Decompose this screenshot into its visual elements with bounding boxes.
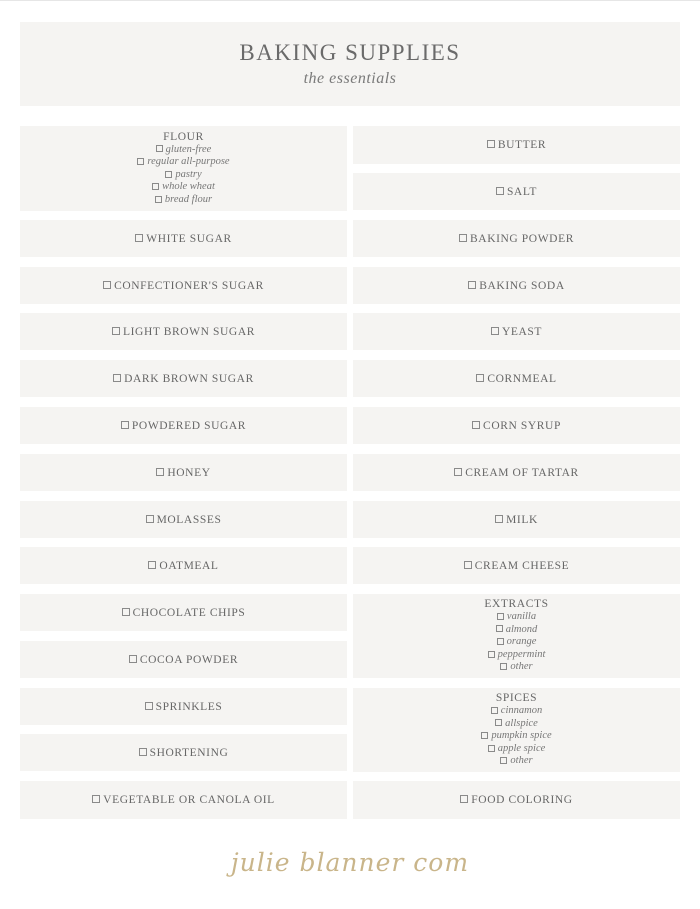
- supply-item[interactable]: BAKING SODA: [468, 280, 565, 292]
- checkbox-icon[interactable]: [135, 234, 143, 242]
- supply-item[interactable]: VEGETABLE OR CANOLA OIL: [92, 794, 275, 806]
- checkbox-icon[interactable]: [129, 655, 137, 663]
- supply-item[interactable]: CREAM OF TARTAR: [454, 467, 579, 479]
- spice-option[interactable]: apple spice: [488, 743, 546, 756]
- checkbox-icon[interactable]: [156, 145, 163, 152]
- supply-cell: [20, 501, 347, 538]
- supply-item[interactable]: CONFECTIONER'S SUGAR: [103, 280, 264, 292]
- flour-option[interactable]: pastry: [165, 169, 201, 182]
- supply-item[interactable]: COCOA POWDER: [129, 654, 238, 666]
- checkbox-icon[interactable]: [152, 183, 159, 190]
- supply-item[interactable]: MOLASSES: [146, 514, 222, 526]
- spices-heading: SPICES: [495, 692, 538, 705]
- checkbox-icon[interactable]: [148, 561, 156, 569]
- checkbox-icon[interactable]: [491, 707, 498, 714]
- supply-cell: [20, 688, 347, 725]
- checkbox-icon[interactable]: [464, 561, 472, 569]
- checkbox-icon[interactable]: [496, 625, 503, 632]
- flour-option[interactable]: gluten-free: [156, 144, 212, 157]
- checkbox-icon[interactable]: [146, 515, 154, 523]
- supply-cell: [353, 267, 680, 304]
- supply-item[interactable]: CORNMEAL: [476, 373, 556, 385]
- supply-cell: [20, 454, 347, 491]
- checkbox-icon[interactable]: [481, 732, 488, 739]
- checkbox-icon[interactable]: [137, 158, 144, 165]
- supply-cell: [353, 173, 680, 210]
- checkbox-icon[interactable]: [103, 281, 111, 289]
- checkbox-icon[interactable]: [495, 515, 503, 523]
- supply-item[interactable]: HONEY: [156, 467, 210, 479]
- spice-option[interactable]: cinnamon: [491, 705, 542, 718]
- footer-signature: [200, 838, 500, 898]
- supply-item[interactable]: OATMEAL: [148, 560, 218, 572]
- supply-cell: [353, 454, 680, 491]
- supply-item[interactable]: BAKING POWDER: [459, 233, 574, 245]
- supply-cell: [20, 267, 347, 304]
- checkbox-icon[interactable]: [460, 795, 468, 803]
- checkbox-icon[interactable]: [92, 795, 100, 803]
- extracts-cell: [353, 594, 680, 678]
- supply-cell: [20, 313, 347, 350]
- checkbox-icon[interactable]: [139, 748, 147, 756]
- extract-option[interactable]: almond: [496, 624, 538, 637]
- supply-cell: [20, 641, 347, 678]
- supply-item[interactable]: LIGHT BROWN SUGAR: [112, 326, 255, 338]
- flour-option[interactable]: bread flour: [155, 194, 212, 207]
- page-subtitle: the essentials: [303, 70, 397, 87]
- supply-item[interactable]: FOOD COLORING: [460, 794, 572, 806]
- checkbox-icon[interactable]: [476, 374, 484, 382]
- checkbox-icon[interactable]: [112, 327, 120, 335]
- supply-cell: [353, 126, 680, 164]
- spice-option[interactable]: other: [500, 755, 532, 768]
- supply-item[interactable]: CORN SYRUP: [472, 420, 561, 432]
- supply-item[interactable]: SALT: [496, 186, 537, 198]
- checkbox-icon[interactable]: [487, 140, 495, 148]
- supply-item[interactable]: YEAST: [491, 326, 542, 338]
- supply-cell: [20, 547, 347, 584]
- supply-item[interactable]: CREAM CHEESE: [464, 560, 569, 572]
- checkbox-icon[interactable]: [488, 745, 495, 752]
- checkbox-icon[interactable]: [113, 374, 121, 382]
- checkbox-icon[interactable]: [491, 327, 499, 335]
- checkbox-icon[interactable]: [468, 281, 476, 289]
- supply-cell: [353, 407, 680, 444]
- signature-logo: julie blanner com: [230, 848, 470, 877]
- checkbox-icon[interactable]: [121, 421, 129, 429]
- supply-item[interactable]: WHITE SUGAR: [135, 233, 232, 245]
- supply-cell: [353, 360, 680, 397]
- flour-option[interactable]: regular all-purpose: [137, 156, 229, 169]
- checkbox-icon[interactable]: [459, 234, 467, 242]
- supply-cell: [353, 501, 680, 538]
- flour-cell: [20, 126, 347, 211]
- checkbox-icon[interactable]: [145, 702, 153, 710]
- spices-cell: [353, 688, 680, 772]
- checkbox-icon[interactable]: [497, 613, 504, 620]
- supply-item[interactable]: POWDERED SUGAR: [121, 420, 246, 432]
- supply-cell: [353, 781, 680, 819]
- extracts-heading: EXTRACTS: [484, 598, 549, 611]
- checkbox-icon[interactable]: [500, 757, 507, 764]
- header-banner: [20, 22, 680, 106]
- supply-cell: [20, 594, 347, 631]
- checkbox-icon[interactable]: [122, 608, 130, 616]
- checkbox-icon[interactable]: [454, 468, 462, 476]
- supply-item[interactable]: SHORTENING: [139, 747, 229, 759]
- supply-cell: [20, 407, 347, 444]
- checkbox-icon[interactable]: [156, 468, 164, 476]
- checkbox-icon[interactable]: [496, 187, 504, 195]
- supply-cell: [20, 360, 347, 397]
- flour-heading: FLOUR: [163, 130, 204, 143]
- extract-option[interactable]: orange: [497, 636, 537, 649]
- flour-option[interactable]: whole wheat: [152, 181, 215, 194]
- supply-cell: [20, 781, 347, 819]
- supply-item[interactable]: CHOCOLATE CHIPS: [122, 607, 246, 619]
- supply-item[interactable]: BUTTER: [487, 139, 546, 151]
- spice-option[interactable]: allspice: [495, 718, 538, 731]
- spice-option[interactable]: pumpkin spice: [481, 730, 551, 743]
- extract-option[interactable]: peppermint: [488, 649, 546, 662]
- supply-item[interactable]: DARK BROWN SUGAR: [113, 373, 254, 385]
- extract-option[interactable]: other: [500, 661, 532, 674]
- checkbox-icon[interactable]: [500, 663, 507, 670]
- extract-option[interactable]: vanilla: [497, 611, 536, 624]
- checkbox-icon[interactable]: [155, 196, 162, 203]
- checkbox-icon[interactable]: [472, 421, 480, 429]
- supply-item[interactable]: MILK: [495, 514, 538, 526]
- checkbox-icon[interactable]: [165, 171, 172, 178]
- supply-cell: [20, 220, 347, 257]
- checkbox-icon[interactable]: [488, 651, 495, 658]
- supply-cell: [353, 547, 680, 584]
- checkbox-icon[interactable]: [497, 638, 504, 645]
- supply-cell: [353, 313, 680, 350]
- checkbox-icon[interactable]: [495, 719, 502, 726]
- supply-cell: [20, 734, 347, 771]
- top-divider: [0, 0, 700, 1]
- supply-cell: [353, 220, 680, 257]
- page-title: BAKING SUPPLIES: [239, 40, 461, 65]
- supply-item[interactable]: SPRINKLES: [145, 701, 223, 713]
